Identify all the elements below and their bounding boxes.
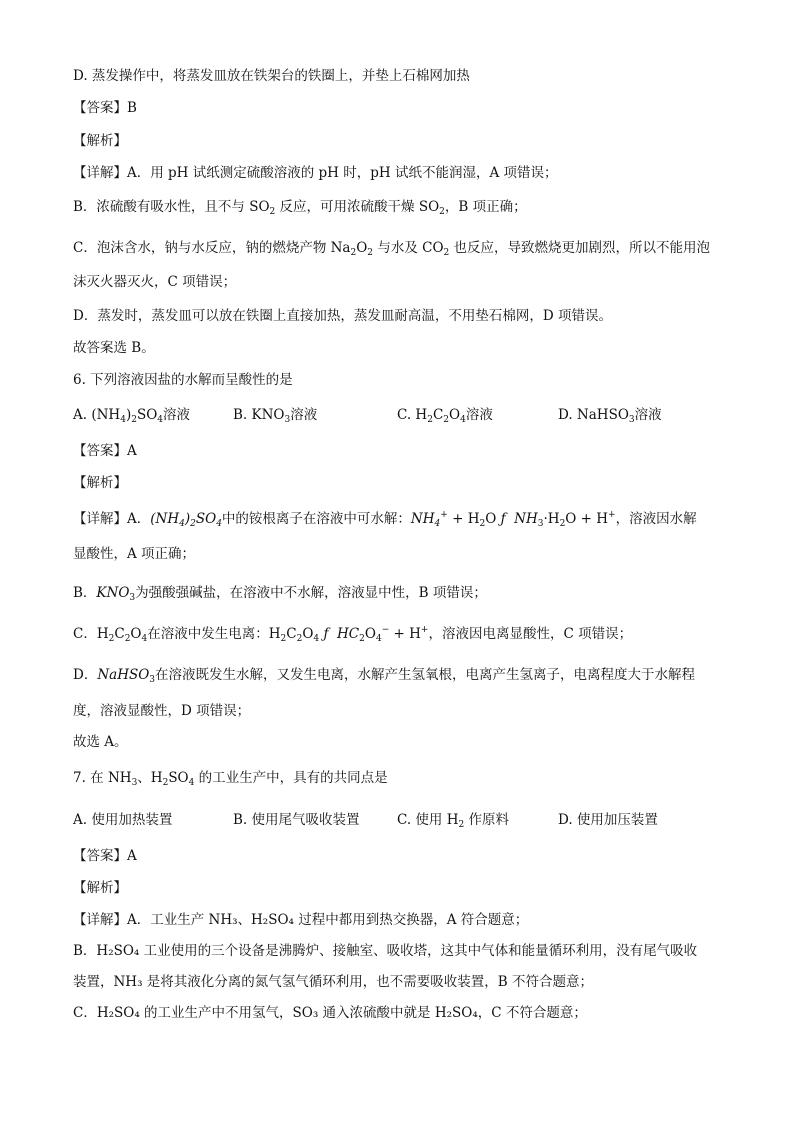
analysis-label: 【解析】 xyxy=(73,133,127,149)
detail-b: B．H₂SO₄ 工业使用的三个设备是沸腾炉、接触室、吸收塔，这其中气体和能量循环利用，没有尾气吸收 xyxy=(73,943,698,959)
detail-d: D．NaHSO$_3$在溶液既发生水解，又发生电离，水解产生氢氧根，电离产生氢离子，电离程度大于水解程 xyxy=(73,667,696,685)
detail-c: C．$H_2C_2O_4$在溶液中发生电离：$H_2C_2O_4$ ƒ $HC_2O_4^- + H^+$，溶液因电离显酸性，C 项错误； xyxy=(73,625,633,644)
q7-option-d: D. 使用加压装置 xyxy=(558,812,658,828)
analysis-label: 【解析】 xyxy=(73,475,127,491)
answer-label: 【答案】A xyxy=(73,848,137,864)
q5-option-d: D. 蒸发操作中，将蒸发皿放在铁架台的铁圈上，并垫上石棉网加热 xyxy=(73,68,470,84)
detail-a-continued: 显酸性，A 项正确； xyxy=(73,546,196,562)
detail-c: C．H₂SO₄ 的工业生产中不用氢气，SO₃ 通入浓硫酸中就是 H₂SO₄，C 不符合题意； xyxy=(73,1005,587,1021)
conclusion: 故答案选 B。 xyxy=(73,340,155,356)
detail-d-continued: 度，溶液显酸性，D 项错误； xyxy=(73,703,251,719)
question-7: 7. 在 $NH_3$、$H_2SO_4$ 的工业生产中，具有的共同点是 xyxy=(73,770,388,788)
q6-option-b: B. $KNO_3$溶液 xyxy=(233,407,318,425)
detail-a: 【详解】A．工业生产 NH₃、H₂SO₄ 过程中都用到热交换器，A 符合题意； xyxy=(73,912,529,928)
q7-option-b: B. 使用尾气吸收装置 xyxy=(233,812,360,828)
q6-option-a: A. $(NH_4)_2SO_4$溶液 xyxy=(73,407,191,425)
detail-b: B．浓硫酸有吸水性，且不与 $SO_2$ 反应，可用浓硫酸干燥 $SO_2$，B 项正确； xyxy=(73,199,527,217)
q7-option-a: A. 使用加热装置 xyxy=(73,812,173,828)
q6-option-d: D. NaHSO$_3$溶液 xyxy=(558,407,662,425)
detail-a: 【详解】A．$(NH_4)_2SO_4$中的铵根离子在溶液中可水解：$NH_4^+ + H_2O$ ƒ $NH_3\cdot H_2O + H^+$，溶液因水解 xyxy=(73,510,697,529)
answer-label: 【答案】A xyxy=(73,443,137,459)
detail-b: B．$KNO_3$为强酸强碱盐，在溶液中不水解，溶液显中性，B 项错误； xyxy=(73,585,487,603)
detail-a: 【详解】A．用 pH 试纸测定硫酸溶液的 pH 时，pH 试纸不能润湿，A 项错误； xyxy=(73,165,558,181)
detail-c-continued: 沫灭火器灭火，C 项错误； xyxy=(73,274,237,290)
question-6: 6. 下列溶液因盐的水解而呈酸性的是 xyxy=(73,372,293,388)
answer-label: 【答案】B xyxy=(73,100,137,116)
detail-c: C．泡沫含水，钠与水反应，钠的燃烧产物 $Na_2O_2$ 与水及 $CO_2$ 也反应，导致燃烧更加剧烈，所以不能用泡 xyxy=(73,240,711,258)
detail-d: D．蒸发时，蒸发皿可以放在铁圈上直接加热，蒸发皿耐高温，不用垫石棉网，D 项错误。 xyxy=(73,308,612,324)
q7-option-c: C. 使用 $H_2$ 作原料 xyxy=(397,812,510,830)
detail-b-continued: 装置，NH₃ 是将其液化分离的氮气氢气循环利用，也不需要吸收装置，B 不符合题意； xyxy=(73,974,593,990)
analysis-label: 【解析】 xyxy=(73,880,127,896)
conclusion: 故选 A。 xyxy=(73,734,128,750)
q6-option-c: C. $H_2C_2O_4$溶液 xyxy=(397,407,493,425)
